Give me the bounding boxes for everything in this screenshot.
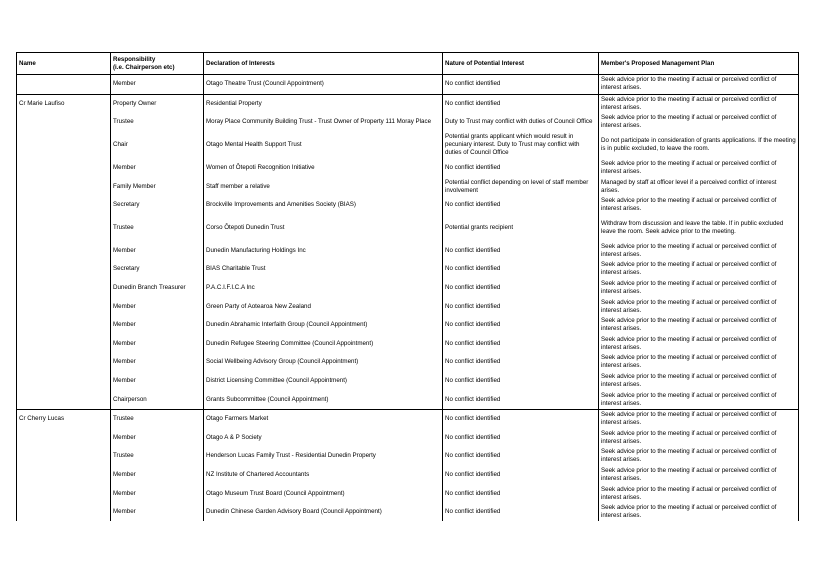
- header-nature: Nature of Potential Interest: [443, 53, 599, 75]
- cell-name: [17, 260, 111, 279]
- cell-responsibility: Member: [111, 372, 204, 391]
- cell-plan: Seek advice prior to the meeting if actual or perceived conflict of interest arises.: [599, 335, 799, 354]
- cell-declaration: Grants Subcommittee (Council Appointment): [204, 390, 443, 409]
- cell-nature: No conflict identified: [443, 447, 599, 466]
- cell-name: [17, 466, 111, 485]
- cell-name: [17, 177, 111, 196]
- table-row: [17, 260, 799, 279]
- cell-name: [17, 353, 111, 372]
- table-row: [17, 279, 799, 298]
- cell-responsibility: Chair: [111, 132, 204, 159]
- cell-plan: Seek advice prior to the meeting if actual or perceived conflict of interest arises.: [599, 260, 799, 279]
- cell-responsibility: Member: [111, 503, 204, 522]
- cell-nature: No conflict identified: [443, 372, 599, 391]
- cell-declaration: Dunedin Chinese Garden Advisory Board (Council Appointment): [204, 503, 443, 522]
- table-row: [17, 484, 799, 503]
- cell-plan: Seek advice prior to the meeting if actual or perceived conflict of interest arises.: [599, 94, 799, 113]
- table-row: [17, 94, 799, 113]
- cell-plan: Seek advice prior to the meeting if actual or perceived conflict of interest arises.: [599, 196, 799, 215]
- cell-responsibility: Family Member: [111, 177, 204, 196]
- cell-nature: No conflict identified: [443, 159, 599, 178]
- cell-nature: Potential conflict depending on level of staff member involvement: [443, 177, 599, 196]
- cell-nature: No conflict identified: [443, 390, 599, 409]
- cell-nature: No conflict identified: [443, 260, 599, 279]
- cell-declaration: Otago Farmers Market: [204, 409, 443, 428]
- cell-name: [17, 242, 111, 261]
- cell-declaration: Otago Mental Health Support Trust: [204, 132, 443, 159]
- cell-plan: Seek advice prior to the meeting if actual or perceived conflict of interest arises.: [599, 447, 799, 466]
- table-row: [17, 447, 799, 466]
- cell-responsibility: Secretary: [111, 196, 204, 215]
- table-row: [17, 132, 799, 159]
- cell-plan: Seek advice prior to the meeting if actual or perceived conflict of interest arises.: [599, 484, 799, 503]
- cell-name: [17, 159, 111, 178]
- table-row: [17, 372, 799, 391]
- table-row: [17, 353, 799, 372]
- cell-plan: Seek advice prior to the meeting if actual or perceived conflict of interest arises.: [599, 242, 799, 261]
- cell-nature: Duty to Trust may conflict with duties of Council Office: [443, 113, 599, 132]
- table-row: [17, 215, 799, 242]
- cell-name: [17, 279, 111, 298]
- cell-declaration: Otago A & P Society: [204, 429, 443, 448]
- cell-nature: No conflict identified: [443, 409, 599, 428]
- cell-responsibility: Member: [111, 466, 204, 485]
- cell-responsibility: Member: [111, 316, 204, 335]
- cell-nature: Potential grants applicant which would result in pecuniary interest. Duty to Trust may conflict with duties of Council Office: [443, 132, 599, 159]
- cell-declaration: Staff member a relative: [204, 177, 443, 196]
- cell-nature: Potential grants recipient: [443, 215, 599, 242]
- cell-declaration: Corso Ōtepoti Dunedin Trust: [204, 215, 443, 242]
- cell-name: [17, 390, 111, 409]
- cell-name: [17, 335, 111, 354]
- cell-nature: No conflict identified: [443, 484, 599, 503]
- table-row: [17, 159, 799, 178]
- header-declaration: Declaration of Interests: [204, 53, 443, 75]
- cell-name: [17, 113, 111, 132]
- cell-declaration: Otago Museum Trust Board (Council Appointment): [204, 484, 443, 503]
- cell-name: [17, 132, 111, 159]
- cell-nature: No conflict identified: [443, 75, 599, 95]
- cell-plan: Managed by staff at officer level if a perceived conflict of interest arises.: [599, 177, 799, 196]
- cell-responsibility: Dunedin Branch Treasurer: [111, 279, 204, 298]
- table-body: [17, 75, 799, 522]
- cell-name: Cr Cherry Lucas: [17, 409, 111, 428]
- cell-declaration: Brockville Improvements and Amenities Society (BIAS): [204, 196, 443, 215]
- cell-nature: No conflict identified: [443, 466, 599, 485]
- header-row: [17, 53, 799, 75]
- table-row: [17, 390, 799, 409]
- cell-nature: No conflict identified: [443, 316, 599, 335]
- cell-responsibility: Member: [111, 484, 204, 503]
- interests-register-sheet: [16, 52, 798, 521]
- cell-plan: Seek advice prior to the meeting if actual or perceived conflict of interest arises.: [599, 159, 799, 178]
- cell-name: [17, 484, 111, 503]
- interests-table: [16, 52, 799, 521]
- table-row: [17, 196, 799, 215]
- cell-plan: Seek advice prior to the meeting if actual or perceived conflict of interest arises.: [599, 390, 799, 409]
- cell-responsibility: Trustee: [111, 447, 204, 466]
- cell-declaration: Henderson Lucas Family Trust - Residential Dunedin Property: [204, 447, 443, 466]
- cell-declaration: Green Party of Aotearoa New Zealand: [204, 297, 443, 316]
- cell-responsibility: Trustee: [111, 113, 204, 132]
- cell-declaration: Women of Ōtepoti Recognition Initiative: [204, 159, 443, 178]
- cell-declaration: P.A.C.I.F.I.C.A Inc: [204, 279, 443, 298]
- cell-name: [17, 429, 111, 448]
- cell-responsibility: Member: [111, 75, 204, 95]
- cell-declaration: Dunedin Refugee Steering Committee (Council Appointment): [204, 335, 443, 354]
- cell-plan: Seek advice prior to the meeting if actual or perceived conflict of interest arises.: [599, 113, 799, 132]
- cell-responsibility: Member: [111, 429, 204, 448]
- header-responsibility-line2: (i.e. Chairperson etc): [113, 63, 175, 71]
- cell-responsibility: Trustee: [111, 215, 204, 242]
- cell-declaration: Residential Property: [204, 94, 443, 113]
- cell-name: [17, 316, 111, 335]
- cell-plan: Seek advice prior to the meeting if actual or perceived conflict of interest arises.: [599, 466, 799, 485]
- cell-plan: Seek advice prior to the meeting if actual or perceived conflict of interest arises.: [599, 75, 799, 95]
- header-responsibility-line1: Responsibility: [113, 55, 156, 63]
- cell-nature: No conflict identified: [443, 503, 599, 522]
- table-row: [17, 177, 799, 196]
- cell-nature: No conflict identified: [443, 94, 599, 113]
- cell-declaration: Moray Place Community Building Trust - Trust Owner of Property 111 Moray Place: [204, 113, 443, 132]
- cell-nature: No conflict identified: [443, 297, 599, 316]
- cell-name: [17, 196, 111, 215]
- table-row: [17, 316, 799, 335]
- header-responsibility: [111, 53, 204, 75]
- cell-responsibility: Member: [111, 242, 204, 261]
- cell-responsibility: Chairperson: [111, 390, 204, 409]
- header-plan: Member's Proposed Management Plan: [599, 53, 799, 75]
- cell-nature: No conflict identified: [443, 242, 599, 261]
- cell-responsibility: Member: [111, 159, 204, 178]
- cell-plan: Seek advice prior to the meeting if actual or perceived conflict of interest arises.: [599, 279, 799, 298]
- table-row: [17, 409, 799, 428]
- cell-plan: Seek advice prior to the meeting if actual or perceived conflict of interest arises.: [599, 297, 799, 316]
- cell-responsibility: Secretary: [111, 260, 204, 279]
- cell-plan: Withdraw from discussion and leave the table. If in public excluded leave the room. Seek advice prior to the meeting.: [599, 215, 799, 242]
- table-row: [17, 113, 799, 132]
- cell-declaration: BIAS Charitable Trust: [204, 260, 443, 279]
- cell-plan: Seek advice prior to the meeting if actual or perceived conflict of interest arises.: [599, 503, 799, 522]
- cell-name: [17, 503, 111, 522]
- table-row: [17, 335, 799, 354]
- cell-plan: Seek advice prior to the meeting if actual or perceived conflict of interest arises.: [599, 372, 799, 391]
- cell-declaration: NZ Institute of Chartered Accountants: [204, 466, 443, 485]
- cell-declaration: Social Wellbeing Advisory Group (Council Appointment): [204, 353, 443, 372]
- cell-declaration: Dunedin Manufacturing Holdings Inc: [204, 242, 443, 261]
- cell-responsibility: Member: [111, 335, 204, 354]
- table-row: [17, 297, 799, 316]
- cell-name: Cr Marie Laufiso: [17, 94, 111, 113]
- cell-name: [17, 215, 111, 242]
- cell-name: [17, 372, 111, 391]
- table-row: [17, 429, 799, 448]
- cell-responsibility: Trustee: [111, 409, 204, 428]
- cell-plan: Seek advice prior to the meeting if actual or perceived conflict of interest arises.: [599, 429, 799, 448]
- cell-name: [17, 75, 111, 95]
- cell-plan: Do not participate in consideration of grants applications. If the meeting is in public excluded, to leave the room.: [599, 132, 799, 159]
- cell-declaration: Otago Theatre Trust (Council Appointment): [204, 75, 443, 95]
- cell-name: [17, 447, 111, 466]
- cell-nature: No conflict identified: [443, 353, 599, 372]
- cell-plan: Seek advice prior to the meeting if actual or perceived conflict of interest arises.: [599, 353, 799, 372]
- cell-responsibility: Member: [111, 297, 204, 316]
- cell-declaration: Dunedin Abrahamic Interfaith Group (Council Appointment): [204, 316, 443, 335]
- cell-plan: Seek advice prior to the meeting if actual or perceived conflict of interest arises.: [599, 316, 799, 335]
- cell-nature: No conflict identified: [443, 279, 599, 298]
- header-name: Name: [17, 53, 111, 75]
- cell-nature: No conflict identified: [443, 335, 599, 354]
- cell-nature: No conflict identified: [443, 196, 599, 215]
- cell-plan: Seek advice prior to the meeting if actual or perceived conflict of interest arises.: [599, 409, 799, 428]
- table-row: [17, 466, 799, 485]
- table-row: [17, 503, 799, 522]
- cell-responsibility: Property Owner: [111, 94, 204, 113]
- table-row: [17, 242, 799, 261]
- table-row: [17, 75, 799, 95]
- cell-nature: No conflict identified: [443, 429, 599, 448]
- cell-name: [17, 297, 111, 316]
- cell-responsibility: Member: [111, 353, 204, 372]
- cell-declaration: District Licensing Committee (Council Appointment): [204, 372, 443, 391]
